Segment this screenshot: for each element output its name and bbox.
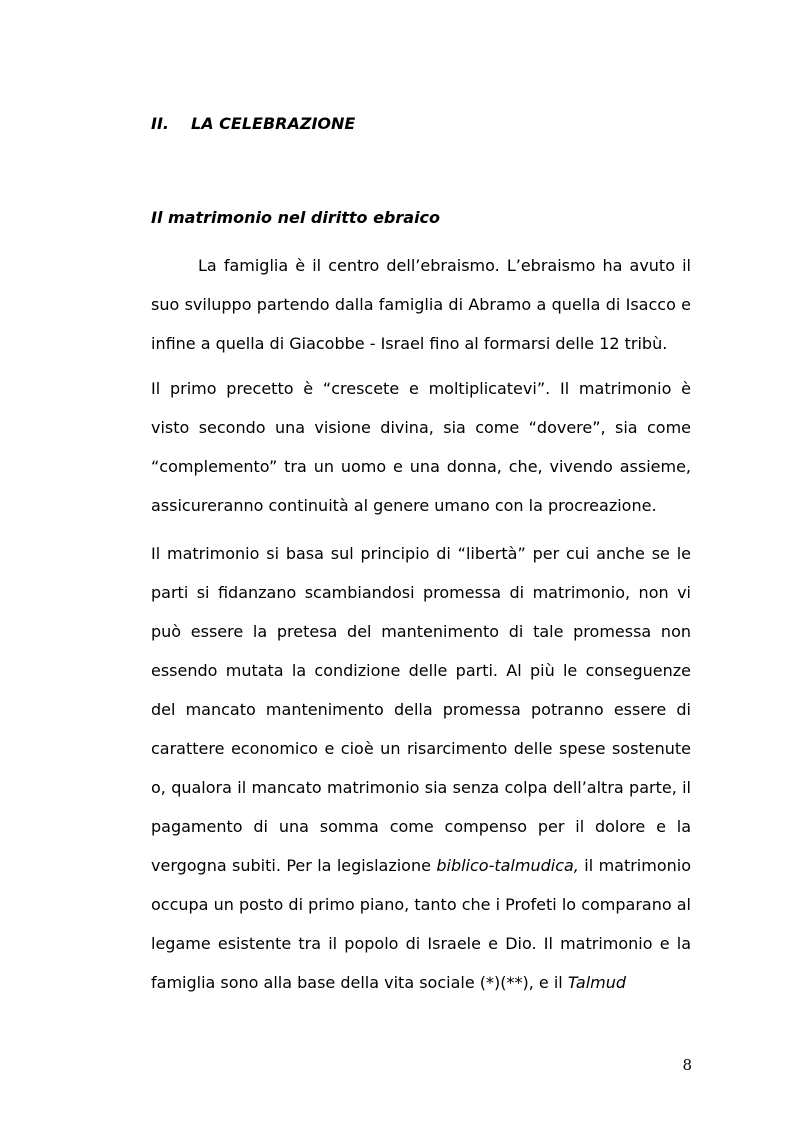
paragraph-freedom-principle: [151, 534, 691, 1002]
paragraph-text: Il matrimonio si basa sul principio di “libertà” per cui anche se le parti si fidanzano scambiandosi promessa di matrimonio, non vi può essere la pretesa del mantenimento di tale promessa non essendo mutata la condizione delle parti. Al più le conseguenze del mancato mantenimento della promessa potranno essere di carattere economico e cioè un risarcimento delle spese sostenute o, qualora il mancato matrimonio sia senza colpa dell’altra parte, il pagamento di una somma come compenso per il dolore e la vergogna subiti. Per la legislazione: [151, 544, 691, 875]
paragraph-family: La famiglia è il centro dell’ebraismo. L’ebraismo ha avuto il suo sviluppo partendo dalla famiglia di Abramo a quella di Isacco e infine a quella di Giacobbe - Israel fino al formarsi delle 12 tribù.: [151, 256, 691, 353]
italic-term-biblico-talmudica: biblico-talmudica,: [436, 856, 579, 875]
italic-term-talmud: Talmud: [567, 973, 627, 992]
chapter-number: II.: [151, 114, 169, 133]
page-number: 8: [682, 1056, 692, 1074]
section-heading: Il matrimonio nel diritto ebraico: [151, 208, 441, 227]
paragraph-text: il matrimonio occupa un posto di primo piano, tanto che i Profeti lo comparano al legame esistente tra il popolo di Israele e Dio. Il matrimonio e la famiglia sono alla base della vita sociale (*)(**), e il: [151, 856, 692, 992]
paragraph-first-precept: Il primo precetto è “crescete e moltiplicatevi”. Il matrimonio è visto secondo una visione divina, sia come “dovere”, sia come “complemento” tra un uomo e una donna, che, vivendo assieme, assicureranno continuità al genere umano con la procreazione.: [151, 379, 691, 515]
chapter-heading: [151, 114, 355, 133]
chapter-title: LA CELEBRAZIONE: [191, 114, 356, 133]
